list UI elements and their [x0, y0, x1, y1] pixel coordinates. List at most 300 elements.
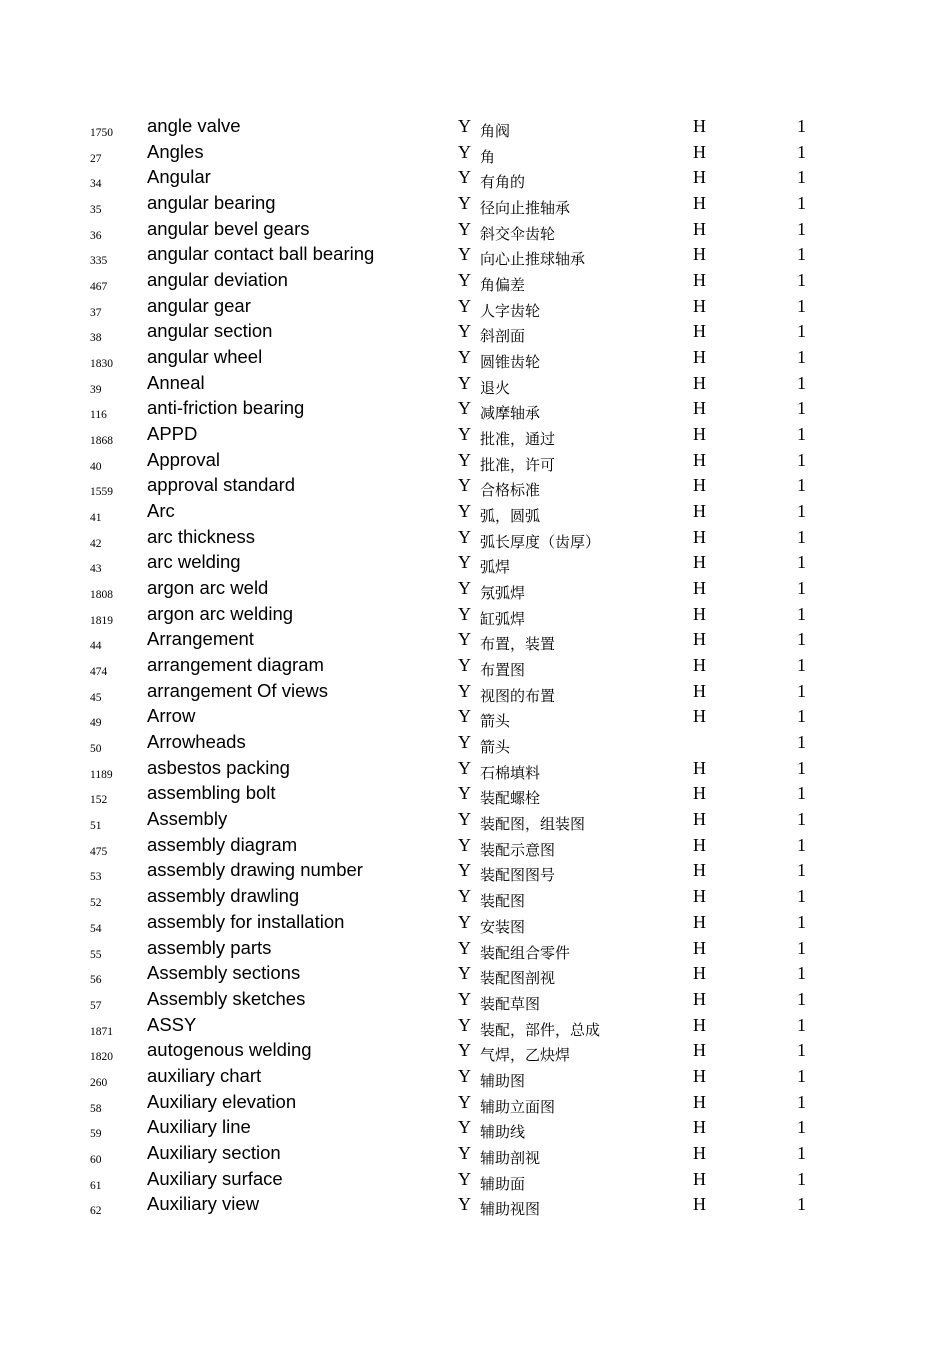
table-row: [0, 294, 950, 320]
english-term: Arrow: [147, 705, 196, 727]
chinese-term: 向心止推球轴承: [480, 250, 586, 269]
entry-id: 55: [90, 948, 102, 961]
code-h: H: [693, 321, 706, 342]
count-value: 1: [797, 757, 806, 778]
code-h: H: [693, 1117, 706, 1138]
flag-y: Y: [458, 1014, 471, 1035]
chinese-term: 装配，部件，总成: [480, 1020, 601, 1039]
chinese-term: 辅助线: [480, 1123, 526, 1142]
english-term: assembly parts: [147, 936, 272, 958]
glossary-table: [0, 114, 950, 1218]
code-h: H: [693, 449, 706, 470]
chinese-term: 装配图剖视: [480, 969, 556, 988]
entry-id: 40: [90, 460, 102, 473]
table-row: [0, 140, 950, 166]
chinese-term: 辅助立面图: [480, 1097, 556, 1116]
code-h: H: [693, 295, 706, 316]
table-row: [0, 858, 950, 884]
entry-id: 62: [90, 1205, 102, 1218]
entry-id: 53: [90, 871, 102, 884]
count-value: 1: [797, 372, 806, 393]
english-term: Assembly sections: [147, 962, 301, 984]
table-row: [0, 1013, 950, 1039]
chinese-term: 角: [480, 147, 496, 166]
table-row: [0, 704, 950, 730]
flag-y: Y: [458, 372, 471, 393]
code-h: H: [693, 218, 706, 239]
count-value: 1: [797, 578, 806, 599]
flag-y: Y: [458, 1194, 471, 1215]
entry-id: 37: [90, 306, 102, 319]
flag-y: Y: [458, 193, 471, 214]
count-value: 1: [797, 655, 806, 676]
count-value: 1: [797, 424, 806, 445]
count-value: 1: [797, 860, 806, 881]
flag-y: Y: [458, 1117, 471, 1138]
table-row: [0, 345, 950, 371]
english-term: Anneal: [147, 371, 205, 393]
entry-id: 49: [90, 717, 102, 730]
english-term: Arc: [147, 500, 175, 522]
flag-y: Y: [458, 629, 471, 650]
chinese-term: 弧焊: [480, 558, 511, 577]
table-row: [0, 961, 950, 987]
table-row: [0, 576, 950, 602]
code-h: H: [693, 141, 706, 162]
flag-y: Y: [458, 321, 471, 342]
entry-id: 1871: [90, 1025, 113, 1038]
entry-id: 51: [90, 820, 102, 833]
table-row: [0, 602, 950, 628]
code-h: H: [693, 603, 706, 624]
code-h: H: [693, 116, 706, 136]
table-row: [0, 217, 950, 243]
table-row: [0, 371, 950, 397]
code-h: H: [693, 911, 706, 932]
entry-id: 467: [90, 281, 108, 294]
table-row: [0, 448, 950, 474]
code-h: H: [693, 424, 706, 445]
chinese-term: 装配图，组装图: [480, 815, 586, 834]
count-value: 1: [797, 1040, 806, 1061]
entry-id: 27: [90, 152, 102, 165]
english-term: assembly drawing number: [147, 859, 363, 881]
chinese-term: 径向止推轴承: [480, 199, 571, 218]
flag-y: Y: [458, 1065, 471, 1086]
english-term: assembling bolt: [147, 782, 276, 804]
entry-id: 1189: [90, 768, 113, 781]
chinese-term: 箭头: [480, 712, 511, 731]
english-term: assembly drawling: [147, 885, 300, 907]
flag-y: Y: [458, 937, 471, 958]
chinese-term: 人字齿轮: [480, 301, 541, 320]
chinese-term: 辅助剖视: [480, 1148, 541, 1167]
flag-y: Y: [458, 988, 471, 1009]
entry-id: 260: [90, 1076, 108, 1089]
table-row: [0, 884, 950, 910]
entry-id: 60: [90, 1153, 102, 1166]
count-value: 1: [797, 501, 806, 522]
code-h: H: [693, 629, 706, 650]
entry-id: 474: [90, 666, 108, 679]
table-row: [0, 1141, 950, 1167]
english-term: Assembly: [147, 808, 228, 830]
entry-id: 38: [90, 332, 102, 345]
english-term: angular bevel gears: [147, 217, 310, 239]
english-term: angular wheel: [147, 346, 263, 368]
code-h: H: [693, 1142, 706, 1163]
english-term: APPD: [147, 423, 198, 445]
count-value: 1: [797, 141, 806, 162]
entry-id: 1808: [90, 589, 113, 602]
flag-y: Y: [458, 475, 471, 496]
table-row: [0, 550, 950, 576]
flag-y: Y: [458, 680, 471, 701]
chinese-term: 有角的: [480, 173, 526, 192]
entry-id: 1750: [90, 127, 113, 139]
code-h: H: [693, 1065, 706, 1086]
code-h: H: [693, 988, 706, 1009]
flag-y: Y: [458, 449, 471, 470]
chinese-term: 弧长厚度（齿厚）: [480, 532, 601, 551]
flag-y: Y: [458, 963, 471, 984]
code-h: H: [693, 706, 706, 727]
code-h: H: [693, 526, 706, 547]
flag-y: Y: [458, 834, 471, 855]
chinese-term: 布置，装置: [480, 635, 556, 654]
flag-y: Y: [458, 501, 471, 522]
chinese-term: 氖弧焊: [480, 584, 526, 603]
count-value: 1: [797, 1091, 806, 1112]
entry-id: 335: [90, 255, 108, 268]
entry-id: 1819: [90, 614, 113, 627]
chinese-term: 石棉填料: [480, 763, 541, 782]
count-value: 1: [797, 809, 806, 830]
count-value: 1: [797, 988, 806, 1009]
english-term: anti-friction bearing: [147, 397, 305, 419]
count-value: 1: [797, 1117, 806, 1138]
flag-y: Y: [458, 218, 471, 239]
code-h: H: [693, 347, 706, 368]
table-row: [0, 319, 950, 345]
english-term: asbestos packing: [147, 756, 290, 778]
table-row: [0, 525, 950, 551]
flag-y: Y: [458, 552, 471, 573]
english-term: ASSY: [147, 1013, 197, 1035]
flag-y: Y: [458, 244, 471, 265]
table-row: [0, 242, 950, 268]
code-h: H: [693, 167, 706, 188]
count-value: 1: [797, 1142, 806, 1163]
flag-y: Y: [458, 783, 471, 804]
code-h: H: [693, 475, 706, 496]
count-value: 1: [797, 116, 806, 136]
table-row: [0, 165, 950, 191]
chinese-term: 装配图图号: [480, 866, 556, 885]
code-h: H: [693, 783, 706, 804]
chinese-term: 辅助面: [480, 1174, 526, 1193]
chinese-term: 角偏差: [480, 276, 526, 295]
count-value: 1: [797, 629, 806, 650]
table-row: [0, 499, 950, 525]
table-row: [0, 268, 950, 294]
code-h: H: [693, 834, 706, 855]
english-term: Auxiliary view: [147, 1193, 260, 1215]
english-term: auxiliary chart: [147, 1064, 262, 1086]
code-h: H: [693, 501, 706, 522]
table-row: [0, 1064, 950, 1090]
code-h: H: [693, 886, 706, 907]
entry-id: 475: [90, 845, 108, 858]
chinese-term: 辅助图: [480, 1071, 526, 1090]
table-row: [0, 756, 950, 782]
count-value: 1: [797, 1065, 806, 1086]
code-h: H: [693, 937, 706, 958]
english-term: angular contact ball bearing: [147, 243, 375, 265]
table-row: [0, 422, 950, 448]
chinese-term: 合格标准: [480, 481, 541, 500]
chinese-term: 辅助视图: [480, 1200, 541, 1219]
chinese-term: 箭头: [480, 738, 511, 757]
flag-y: Y: [458, 1040, 471, 1061]
chinese-term: 批准，许可: [480, 455, 556, 474]
flag-y: Y: [458, 1142, 471, 1163]
table-row: [0, 191, 950, 217]
count-value: 1: [797, 706, 806, 727]
count-value: 1: [797, 911, 806, 932]
chinese-term: 斜交伞齿轮: [480, 224, 556, 243]
chinese-term: 安装图: [480, 917, 526, 936]
table-row: [0, 1192, 950, 1218]
chinese-term: 装配草图: [480, 994, 541, 1013]
code-h: H: [693, 1014, 706, 1035]
flag-y: Y: [458, 1091, 471, 1112]
entry-id: 1868: [90, 435, 113, 448]
code-h: H: [693, 655, 706, 676]
count-value: 1: [797, 552, 806, 573]
english-term: autogenous welding: [147, 1039, 312, 1061]
code-h: H: [693, 372, 706, 393]
entry-id: 1820: [90, 1051, 113, 1064]
table-row: [0, 987, 950, 1013]
english-term: Approval: [147, 448, 221, 470]
code-h: H: [693, 1168, 706, 1189]
flag-y: Y: [458, 347, 471, 368]
flag-y: Y: [458, 526, 471, 547]
count-value: 1: [797, 193, 806, 214]
english-term: approval standard: [147, 474, 296, 496]
code-h: H: [693, 963, 706, 984]
english-term: Assembly sketches: [147, 987, 306, 1009]
code-h: H: [693, 193, 706, 214]
entry-id: 56: [90, 974, 102, 987]
table-row: [0, 730, 950, 756]
chinese-term: 圆锥齿轮: [480, 353, 541, 372]
count-value: 1: [797, 834, 806, 855]
table-row: [0, 473, 950, 499]
table-row: [0, 627, 950, 653]
english-term: assembly for installation: [147, 910, 345, 932]
english-term: Auxiliary section: [147, 1141, 281, 1163]
english-term: angular gear: [147, 294, 251, 316]
chinese-term: 批准，通过: [480, 430, 556, 449]
chinese-term: 装配螺栓: [480, 789, 541, 808]
flag-y: Y: [458, 911, 471, 932]
chinese-term: 装配组合零件: [480, 943, 571, 962]
flag-y: Y: [458, 398, 471, 419]
entry-id: 50: [90, 743, 102, 756]
code-h: H: [693, 270, 706, 291]
table-row: [0, 1115, 950, 1141]
entry-id: 1830: [90, 358, 113, 371]
english-term: angular section: [147, 320, 273, 342]
table-row: [0, 1167, 950, 1193]
english-term: Angles: [147, 140, 204, 162]
table-row: [0, 910, 950, 936]
code-h: H: [693, 757, 706, 778]
count-value: 1: [797, 449, 806, 470]
flag-y: Y: [458, 295, 471, 316]
chinese-term: 视图的布置: [480, 686, 556, 705]
count-value: 1: [797, 526, 806, 547]
code-h: H: [693, 552, 706, 573]
flag-y: Y: [458, 757, 471, 778]
count-value: 1: [797, 347, 806, 368]
entry-id: 45: [90, 691, 102, 704]
english-term: argon arc welding: [147, 602, 294, 624]
entry-id: 43: [90, 563, 102, 576]
flag-y: Y: [458, 809, 471, 830]
count-value: 1: [797, 475, 806, 496]
chinese-term: 装配示意图: [480, 840, 556, 859]
chinese-term: 弧，圆弧: [480, 507, 541, 526]
entry-id: 36: [90, 229, 102, 242]
count-value: 1: [797, 1014, 806, 1035]
entry-id: 42: [90, 537, 102, 550]
code-h: H: [693, 578, 706, 599]
count-value: 1: [797, 963, 806, 984]
flag-y: Y: [458, 424, 471, 445]
flag-y: Y: [458, 860, 471, 881]
chinese-term: 减摩轴承: [480, 404, 541, 423]
code-h: H: [693, 1040, 706, 1061]
english-term: arrangement Of views: [147, 679, 328, 701]
flag-y: Y: [458, 886, 471, 907]
chinese-term: 缸弧焊: [480, 609, 526, 628]
table-row: [0, 807, 950, 833]
code-h: H: [693, 1091, 706, 1112]
count-value: 1: [797, 321, 806, 342]
english-term: Angular: [147, 166, 211, 188]
flag-y: Y: [458, 706, 471, 727]
entry-id: 52: [90, 897, 102, 910]
table-row: [0, 936, 950, 962]
count-value: 1: [797, 937, 806, 958]
table-row: [0, 114, 950, 140]
entry-id: 58: [90, 1102, 102, 1115]
code-h: H: [693, 809, 706, 830]
entry-id: 61: [90, 1179, 102, 1192]
entry-id: 1559: [90, 486, 113, 499]
count-value: 1: [797, 886, 806, 907]
table-row: [0, 1090, 950, 1116]
table-row: [0, 653, 950, 679]
english-term: arc welding: [147, 551, 241, 573]
code-h: H: [693, 244, 706, 265]
entry-id: 44: [90, 640, 102, 653]
flag-y: Y: [458, 141, 471, 162]
entry-id: 54: [90, 922, 102, 935]
entry-id: 35: [90, 204, 102, 217]
english-term: assembly diagram: [147, 833, 298, 855]
count-value: 1: [797, 1194, 806, 1215]
table-row: [0, 781, 950, 807]
count-value: 1: [797, 1168, 806, 1189]
english-term: argon arc weld: [147, 577, 269, 599]
entry-id: 57: [90, 999, 102, 1012]
english-term: Arrowheads: [147, 731, 246, 753]
flag-y: Y: [458, 655, 471, 676]
entry-id: 59: [90, 1128, 102, 1141]
entry-id: 39: [90, 383, 102, 396]
chinese-term: 退火: [480, 378, 511, 397]
chinese-term: 斜剖面: [480, 327, 526, 346]
english-term: Auxiliary elevation: [147, 1090, 297, 1112]
count-value: 1: [797, 732, 806, 753]
count-value: 1: [797, 680, 806, 701]
code-h: H: [693, 398, 706, 419]
count-value: 1: [797, 783, 806, 804]
count-value: 1: [797, 603, 806, 624]
entry-id: 116: [90, 409, 107, 422]
entry-id: 152: [90, 794, 108, 807]
english-term: arrangement diagram: [147, 654, 324, 676]
code-h: H: [693, 1194, 706, 1215]
english-term: angle valve: [147, 115, 241, 136]
table-row: [0, 396, 950, 422]
table-row: [0, 833, 950, 859]
code-h: H: [693, 860, 706, 881]
chinese-term: 角阀: [480, 122, 511, 140]
flag-y: Y: [458, 167, 471, 188]
flag-y: Y: [458, 603, 471, 624]
english-term: Auxiliary line: [147, 1116, 251, 1138]
flag-y: Y: [458, 578, 471, 599]
flag-y: Y: [458, 1168, 471, 1189]
code-h: H: [693, 680, 706, 701]
chinese-term: 装配图: [480, 892, 526, 911]
count-value: 1: [797, 167, 806, 188]
table-row: [0, 679, 950, 705]
english-term: Auxiliary surface: [147, 1167, 283, 1189]
chinese-term: 气焊，乙炔焊: [480, 1046, 571, 1065]
entry-id: 34: [90, 178, 102, 191]
chinese-term: 布置图: [480, 661, 526, 680]
table-row: [0, 1038, 950, 1064]
count-value: 1: [797, 218, 806, 239]
english-term: angular deviation: [147, 269, 288, 291]
entry-id: 41: [90, 512, 102, 525]
english-term: angular bearing: [147, 192, 276, 214]
count-value: 1: [797, 398, 806, 419]
english-term: Arrangement: [147, 628, 254, 650]
count-value: 1: [797, 295, 806, 316]
flag-y: Y: [458, 270, 471, 291]
count-value: 1: [797, 244, 806, 265]
flag-y: Y: [458, 732, 471, 753]
count-value: 1: [797, 270, 806, 291]
english-term: arc thickness: [147, 525, 255, 547]
